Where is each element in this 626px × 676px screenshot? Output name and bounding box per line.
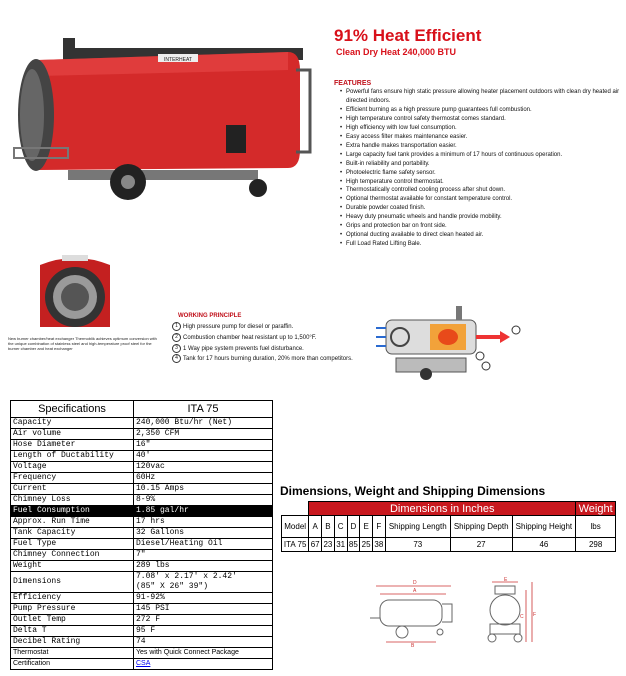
spec-label: Fuel Consumption <box>11 506 134 517</box>
spec-value: 1.85 gal/hr <box>134 506 273 517</box>
spec-header-label: Specifications <box>11 401 134 418</box>
spec-value: 74 <box>134 637 273 648</box>
table-row <box>11 561 273 572</box>
table-row <box>11 528 273 539</box>
step-text: 1 Way pipe system prevents fuel disturbance. <box>183 345 304 352</box>
dim-col-header: lbs <box>576 516 616 538</box>
burner-caption: New burner chamber/heat exchanger Thermoblik achieves optimum conversion with the unique combination of stainless steel and high-temperature proof steel for the burner chamber and heat exchanger <box>8 336 157 351</box>
spec-value: 7" <box>134 550 273 561</box>
dim-cell: 38 <box>372 538 385 552</box>
spec-value: 240,000 Btu/hr (Net) <box>134 418 273 429</box>
spec-value: 8-9% <box>134 495 273 506</box>
spec-label: Pump Pressure <box>11 604 134 615</box>
feature-item: • Built-in reliability and portability. <box>340 160 626 169</box>
feature-item: • Efficient burning as a high pressure pump guarantees full combustion. <box>340 106 626 115</box>
working-principle-step <box>172 322 377 333</box>
table-row <box>11 593 273 604</box>
dim-col-header: A <box>309 516 322 538</box>
spec-value: 40' <box>134 451 273 462</box>
feature-item: • Heavy duty pneumatic wheels and handle provide mobility. <box>340 213 626 222</box>
side-dimension-drawing <box>366 576 461 648</box>
spec-value: (85" X 26" 39") <box>136 582 209 591</box>
spec-header-model: ITA 75 <box>134 401 273 418</box>
dim-col-header: D <box>347 516 360 538</box>
dim-cell: 23 <box>322 538 335 552</box>
heater-image <box>8 30 318 205</box>
dim-col-header: C <box>334 516 347 538</box>
spec-label: Delta T <box>11 626 134 637</box>
step-number: 1 <box>172 322 181 331</box>
spec-label: Chimney Connection <box>11 550 134 561</box>
brand-plate-text: INTERHEAT <box>164 57 192 63</box>
table-row <box>11 659 273 670</box>
table-row <box>11 495 273 506</box>
spec-label: Frequency <box>11 473 134 484</box>
table-row <box>11 637 273 648</box>
dim-col-header: Shipping Length <box>385 516 450 538</box>
front-dimension-drawing <box>478 576 538 648</box>
working-principle-title: WORKING PRINCIPLE <box>178 313 242 319</box>
spec-value: Diesel/Heating Oil <box>134 539 273 550</box>
spec-value: 272 F <box>134 615 273 626</box>
spec-label: Dimensions <box>11 572 134 593</box>
spec-label: Decibel Rating <box>11 637 134 648</box>
dim-col-header: B <box>322 516 335 538</box>
spec-label: Hose Diameter <box>11 440 134 451</box>
fig-label-a: A <box>413 588 417 594</box>
fig-label-e: E <box>504 577 508 583</box>
fig-label-b: B <box>411 643 415 648</box>
table-row <box>11 484 273 495</box>
fig-label-d: D <box>413 580 417 586</box>
dim-cell: 85 <box>347 538 360 552</box>
dimensions-header: Dimensions in Inches <box>309 502 576 516</box>
fig-label-c: C <box>520 614 524 620</box>
spec-value: 145 PSI <box>134 604 273 615</box>
feature-item: • Easy access filter makes maintenance easier. <box>340 133 626 142</box>
certification-link[interactable]: CSA <box>136 660 151 667</box>
step-text: High pressure pump for diesel or paraffin. <box>183 324 294 331</box>
table-row <box>11 451 273 462</box>
spec-label: Approx. Run Time <box>11 517 134 528</box>
working-principle-step <box>172 344 377 355</box>
spec-value-dimensions <box>134 572 273 593</box>
dim-col-header: E <box>360 516 373 538</box>
feature-item: • Powerful fans ensure high static pressure allowing heater placement outdoors with clean dry heated air directed indoors. <box>340 88 626 106</box>
table-row-highlighted <box>11 506 273 517</box>
spec-label: Certification <box>11 659 134 670</box>
step-number: 4 <box>172 354 181 363</box>
table-row <box>11 648 273 659</box>
feature-item: • High efficiency with low fuel consumption. <box>340 124 626 133</box>
dimensions-title: Dimensions, Weight and Shipping Dimensions <box>280 484 546 498</box>
spec-label: Capacity <box>11 418 134 429</box>
table-row <box>11 418 273 429</box>
feature-item: • Durable powder coated finish. <box>340 204 626 213</box>
table-row <box>11 615 273 626</box>
burner-chamber-image <box>34 255 116 333</box>
features-list <box>332 88 626 249</box>
dim-cell: 67 <box>309 538 322 552</box>
step-text: Tank for 17 hours burning duration, 20% more than competitors. <box>183 356 353 363</box>
step-number: 2 <box>172 333 181 342</box>
spec-value: 120vac <box>134 462 273 473</box>
spec-value: 7.08' x 2.17' x 2.42' <box>136 572 237 581</box>
spec-value: 95 F <box>134 626 273 637</box>
spec-value: 16" <box>134 440 273 451</box>
dim-cell: 31 <box>334 538 347 552</box>
step-number: 3 <box>172 344 181 353</box>
table-row <box>11 429 273 440</box>
step-text: Combustion chamber heat resistant up to 1,500°F. <box>183 334 317 341</box>
spec-value: 2,350 CFM <box>134 429 273 440</box>
table-row <box>11 626 273 637</box>
dim-cell: 25 <box>360 538 373 552</box>
features-title: FEATURES <box>334 80 372 87</box>
spec-label: Current <box>11 484 134 495</box>
dim-col-header: Shipping Depth <box>450 516 512 538</box>
dim-cell: 27 <box>450 538 512 552</box>
weight-header: Weight <box>576 502 616 516</box>
spec-label: Efficiency <box>11 593 134 604</box>
table-row <box>11 517 273 528</box>
table-row <box>11 539 273 550</box>
spec-label: Tank Capacity <box>11 528 134 539</box>
dim-cell: 73 <box>385 538 450 552</box>
dimensions-table <box>281 501 616 552</box>
feature-item: • Full Load Rated Lifting Bale. <box>340 240 626 249</box>
spec-value: 17 hrs <box>134 517 273 528</box>
feature-item: • Thermostatically controlled cooling process after shut down. <box>340 186 626 195</box>
table-row <box>11 473 273 484</box>
spec-label: Thermostat <box>11 648 134 659</box>
working-principle-step <box>172 354 377 365</box>
feature-item: • Extra handle makes transportation easier. <box>340 142 626 151</box>
spec-label: Fuel Type <box>11 539 134 550</box>
spec-value: 91-92% <box>134 593 273 604</box>
fig-label-f: F <box>533 612 537 618</box>
spec-value: 10.15 Amps <box>134 484 273 495</box>
spec-label: Voltage <box>11 462 134 473</box>
spec-value: 60Hz <box>134 473 273 484</box>
feature-item: • High temperature control thermostat. <box>340 178 626 187</box>
dim-col-header: F <box>372 516 385 538</box>
spec-value: Yes with Quick Connect Package <box>134 648 273 659</box>
spec-label: Outlet Temp <box>11 615 134 626</box>
feature-item: • Grips and protection bar on front side. <box>340 222 626 231</box>
feature-item: • Large capacity fuel tank provides a minimum of 17 hours of continuous operation. <box>340 151 626 160</box>
spec-label: Chimney Loss <box>11 495 134 506</box>
dim-col-header: Model <box>282 516 309 538</box>
table-row <box>11 550 273 561</box>
table-row <box>11 462 273 473</box>
table-row <box>11 604 273 615</box>
spec-label: Length of Ductability <box>11 451 134 462</box>
dim-cell: 298 <box>576 538 616 552</box>
table-row <box>11 572 273 593</box>
table-row <box>282 538 616 552</box>
dim-cell: ITA 75 <box>282 538 309 552</box>
feature-item: • High temperature control safety thermostat comes standard. <box>340 115 626 124</box>
working-principle-list <box>172 322 377 365</box>
working-principle-diagram <box>376 300 526 384</box>
feature-item: • Optional thermostat available for constant temperature control. <box>340 195 626 204</box>
spec-value: 32 Gallons <box>134 528 273 539</box>
spec-value: 289 lbs <box>134 561 273 572</box>
working-principle-step <box>172 333 377 344</box>
headline: 91% Heat Efficient <box>334 26 482 45</box>
dim-col-header: Shipping Height <box>512 516 576 538</box>
spec-label: Air volume <box>11 429 134 440</box>
feature-item: • Optional ducting available to direct clean heated air. <box>340 231 626 240</box>
dim-cell: 46 <box>512 538 576 552</box>
spec-label: Weight <box>11 561 134 572</box>
specifications-table <box>10 400 273 670</box>
feature-item: • Photoelectric flame safety sensor. <box>340 169 626 178</box>
table-row <box>11 440 273 451</box>
subheadline: Clean Dry Heat 240,000 BTU <box>336 47 457 57</box>
